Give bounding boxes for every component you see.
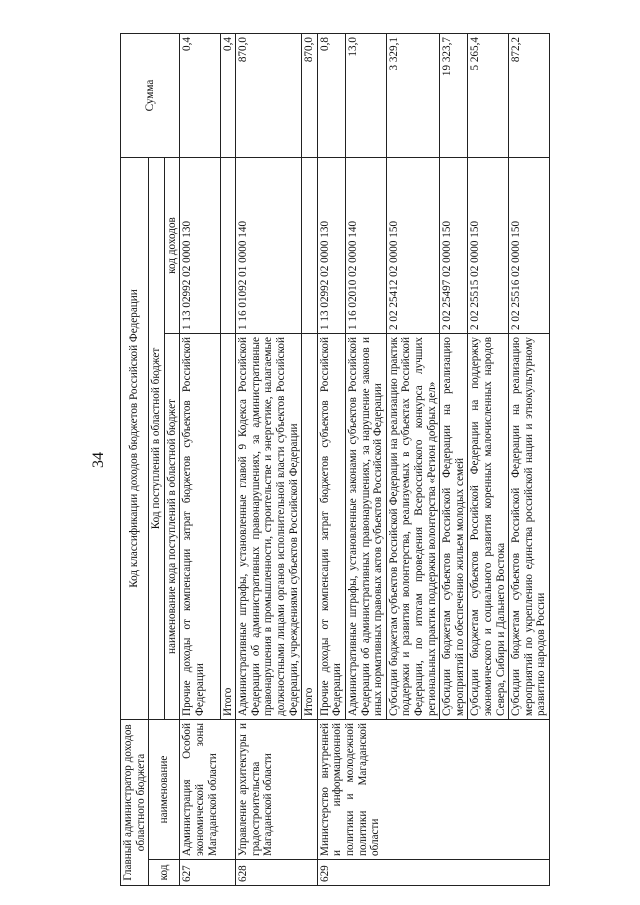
income-code-cell: 2 02 25516 02 0000 150 (509, 157, 550, 333)
income-name-cell: Субсидии бюджетам субъектов Российской Федерации на реализацию мероприятий по укреплению единства российской нации и этнокультурному развитию народов России (509, 334, 550, 720)
income-name-cell: Административные штрафы, установленные главой 9 Кодекса Российской Федерации об административных правонарушениях, за административные правонарушения в промышленности, строительстве и энергетике, налагаемые должностными лицами органов исполнительной власти субъектов Российской Федерации, учреждениями субъектов Российской Федерации (236, 334, 302, 720)
amount-cell: 0,8 (317, 33, 345, 157)
income-name-cell: Административные штрафы, установленные законами субъектов Российской Федерации об административных правонарушениях, за нарушение законов и иных нормативных правовых актов субъектов Российской Федерации (346, 334, 387, 720)
income-code-cell: 2 02 25412 02 0000 150 (386, 157, 439, 333)
income-code-cell: 1 16 02010 02 0000 140 (346, 157, 387, 333)
admin-name-cell: Министерство внутренней и информационной политики и молодежной политики Магаданской области (317, 720, 549, 860)
table-row (180, 33, 220, 885)
table-row (236, 33, 302, 885)
table-row (317, 33, 345, 885)
income-code-cell: 1 16 01092 01 0000 140 (236, 157, 302, 333)
page-number: 34 (90, 452, 107, 468)
total-row (220, 33, 236, 885)
income-name-cell: Субсидии бюджетам субъектов Российской Федерации на реализацию мероприятий по обеспечению жильем молодых семей (440, 334, 468, 720)
header-budget-group: Код поступлений в областной бюджет (149, 157, 165, 719)
total-amount: 870,0 (302, 33, 318, 157)
amount-cell: 872,2 (509, 33, 550, 157)
admin-name-cell: Управление архитектуры и градостроительства Магаданской области (236, 720, 302, 860)
total-label: Итого (302, 334, 318, 720)
admin-code-cell: 629 (317, 860, 549, 886)
revenue-classification-table (120, 33, 550, 886)
income-code-cell: 1 13 02992 02 0000 130 (180, 157, 220, 333)
admin-code-cell: 627 (180, 860, 220, 886)
income-code-cell: 2 02 25515 02 0000 150 (468, 157, 509, 333)
amount-cell: 870,0 (236, 33, 302, 157)
total-row (302, 33, 318, 885)
header-admin-group: Главный администратор доходов областного бюджета (121, 720, 149, 886)
amount-cell: 3 329,1 (386, 33, 439, 157)
income-code-cell: 1 13 02992 02 0000 130 (317, 157, 345, 333)
header-classification-group: Код классификации доходов бюджетов Российской Федерации (121, 157, 149, 719)
income-name-cell: Прочие доходы от компенсации затрат бюджетов субъектов Российской Федерации (180, 334, 220, 720)
admin-code-cell: 628 (236, 860, 302, 886)
header-col-income-code: код доходов (164, 157, 180, 333)
income-code-cell: 2 02 25497 02 0000 150 (440, 157, 468, 333)
header-col-code: код (149, 860, 180, 886)
income-name-cell: Субсидии бюджетам субъектов Российской Федерации на реализацию практик поддержки и развития волонтерства, реализуемых в субъектах Российской Федерации, по итогам проведения Всероссийского конкурса лучших региональных практик поддержки волонтерства «Регион добрых дел» (386, 334, 439, 720)
amount-cell: 19 323,7 (440, 33, 468, 157)
amount-cell: 0,4 (180, 33, 220, 157)
total-label: Итого (220, 334, 236, 720)
rotated-page (86, 34, 556, 886)
income-name-cell: Субсидии бюджетам субъектов Российской Федерации на поддержку экономического и социального развития коренных малочисленных народов Севера, Сибири и Дальнего Востока (468, 334, 509, 720)
amount-cell: 5 265,4 (468, 33, 509, 157)
header-col-income-name: наименование кода поступлений в областной бюджет (164, 334, 180, 720)
header-col-name: наименование (149, 720, 180, 860)
header-sum: Сумма (121, 33, 180, 157)
admin-name-cell: Администрация Особой экономической зоны Магаданской области (180, 720, 220, 860)
amount-cell: 13,0 (346, 33, 387, 157)
total-amount: 0,4 (220, 33, 236, 157)
income-name-cell: Прочие доходы от компенсации затрат бюджетов субъектов Российской Федерации (317, 334, 345, 720)
